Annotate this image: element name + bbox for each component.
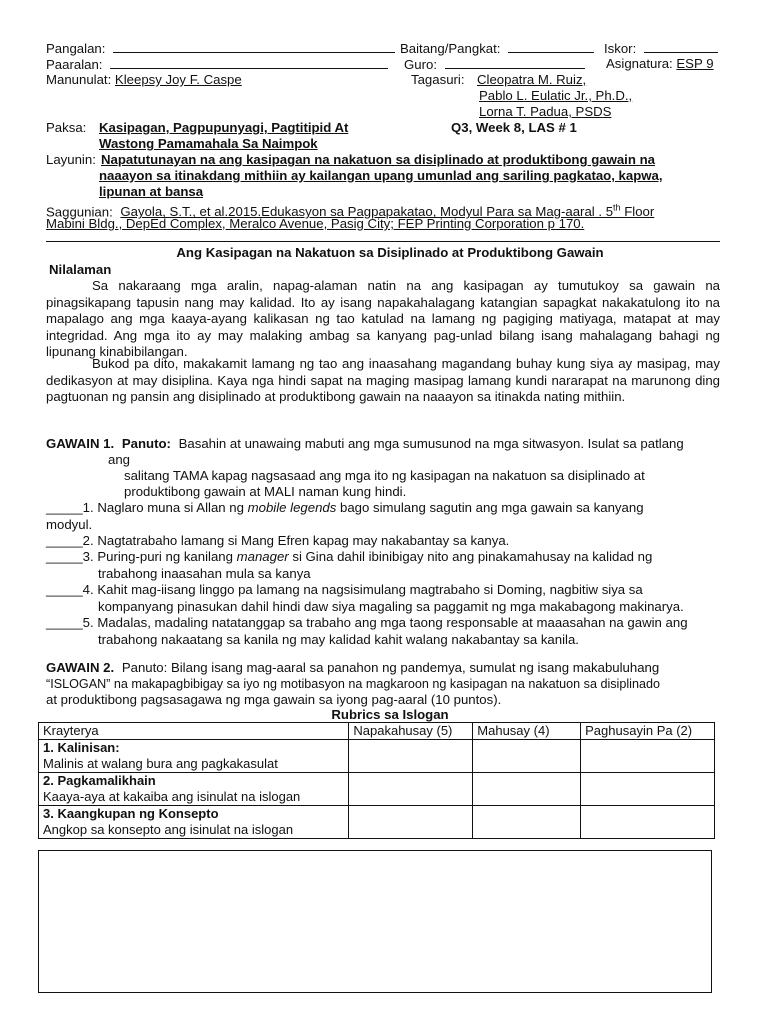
paragraph-2-text: Bukod pa dito, makakamit lamang ng tao ang inaasahang magandang buhay kung siya ay masipag, may dedikasyon at may disiplina. Kaya nga hindi sapat na maging masipag lamang kundi nararapat na marunong ding pagtuonan ng pansin ang disiplinado at produktibong gawain na naaayon sa itinakda nating mithiin. xyxy=(46,356,720,405)
table-header-row xyxy=(39,723,715,740)
criteria-cell xyxy=(39,806,349,839)
gawain2-instr-2: “ISLOGAN” na makapagbibigay sa iyo ng motibasyon na magkaroon ng kasipagan na nakatuon sa disiplinado xyxy=(46,677,660,691)
score-cell[interactable] xyxy=(581,740,715,773)
guro-blank[interactable] xyxy=(445,56,585,69)
gawain1-item-1 xyxy=(46,500,720,533)
tagasuri-name-3: Lorna T. Padua, PSDS xyxy=(479,104,612,119)
guro-label: Guro: xyxy=(404,57,437,72)
week-label: Q3, Week 8, LAS # 1 xyxy=(451,120,577,135)
gawain1-item-3 xyxy=(46,549,720,582)
sanggunian-sup: th xyxy=(613,203,621,213)
gawain1-instr-3: salitang TAMA kapag nagsasaad ang mga ito ng kasipagan na nakatuon sa disiplinado at xyxy=(124,468,645,483)
paaralan-row xyxy=(46,56,388,73)
criteria-desc: Angkop sa konsepto ang isinulat na islogan xyxy=(43,822,294,837)
baitang-row xyxy=(400,40,594,57)
item-number: 4. xyxy=(82,582,94,597)
pangalan-label: Pangalan: xyxy=(46,41,106,56)
header-cell: Napakahusay (5) xyxy=(349,723,473,740)
item-continuation: trabahong nakaatang sa kanila ng may kalidad kahit walang nakabantay sa kanila. xyxy=(98,631,579,647)
manunulat-value: Kleepsy Joy F. Caspe xyxy=(114,72,242,87)
iskor-row xyxy=(604,40,718,57)
item-continuation: kompanyang pinasukan dahil hindi daw siya magaling sa paggamit ng mga makabagong makinarya. xyxy=(98,598,684,614)
paksa-line-1: Kasipagan, Pagpupunyagi, Pagtitipid At xyxy=(99,120,349,135)
item-text-end: bago simulang sagutin ang mga gawain sa kanyang xyxy=(336,500,644,515)
pangalan-blank[interactable] xyxy=(113,40,395,53)
rubrics-table xyxy=(38,722,715,839)
criteria-title: 2. Pagkamalikhain xyxy=(43,773,156,788)
answer-blank[interactable]: _____ xyxy=(46,533,83,548)
gawain1-item-2 xyxy=(46,533,720,550)
criteria-desc: Kaaya-aya at kakaiba ang isinulat na islogan xyxy=(43,789,301,804)
criteria-title: 1. Kalinisan: xyxy=(43,740,120,755)
paksa-line-2: Wastong Pamamahala Sa Naimpok xyxy=(99,136,318,151)
manunulat-label: Manunulat: xyxy=(46,72,112,87)
item-emphasis: mobile legends xyxy=(247,500,337,515)
gawain1-item-5 xyxy=(46,615,720,648)
header-cell: Mahusay (4) xyxy=(473,723,581,740)
paaralan-blank[interactable] xyxy=(110,56,388,69)
gawain1-instr-row xyxy=(46,436,684,452)
baitang-label: Baitang/Pangkat: xyxy=(400,41,501,56)
paragraph-2 xyxy=(46,356,720,406)
item-number: 5. xyxy=(82,615,94,630)
sanggunian-label: Saggunian: xyxy=(46,204,113,220)
gawain2-instr-row xyxy=(46,660,720,676)
item-continuation: modyul. xyxy=(46,516,93,532)
layunin-line-2: naaayon sa itinakdang mithiin ay kailangan upang umunlad ang sariling pagkatao, kapwa, xyxy=(99,168,663,183)
sanggunian-text: Gayola, S.T., et al.2015.Edukasyon sa Pagpapakatao, Modyul Para sa Mag-aaral . 5 xyxy=(120,204,614,220)
guro-row xyxy=(404,56,585,73)
criteria-title: 3. Kaangkupan ng Konsepto xyxy=(43,806,219,821)
score-cell[interactable] xyxy=(581,806,715,839)
item-number: 1. xyxy=(82,500,94,515)
score-cell[interactable] xyxy=(581,773,715,806)
header-cell: Paghusayin Pa (2) xyxy=(581,723,715,740)
asignatura-value: ESP 9 xyxy=(676,56,714,71)
sanggunian-end: Floor xyxy=(620,204,655,220)
header-cell: Krayterya xyxy=(39,723,349,740)
answer-blank[interactable]: _____ xyxy=(46,615,83,630)
content-title: Ang Kasipagan na Nakatuon sa Disiplinado at Produktibong Gawain xyxy=(176,245,604,260)
paksa-label: Paksa: xyxy=(46,120,87,135)
gawain1-instr-4: produktibong gawain at MALI naman kung hindi. xyxy=(124,484,407,499)
answer-blank[interactable]: _____ xyxy=(46,500,83,515)
paragraph-1 xyxy=(46,278,720,361)
criteria-cell xyxy=(39,773,349,806)
item-text: Madalas, madaling natatanggap sa trabaho ang mga taong responsable at maaasahan na gawin ang xyxy=(97,615,688,630)
layunin-line-3: lipunan at bansa xyxy=(99,184,204,199)
gawain2-label: GAWAIN 2. xyxy=(46,660,115,675)
nilalaman-label: Nilalaman xyxy=(49,262,112,277)
item-text-end: si Gina dahil ibinibigay nito ang pinakamahusay na kalidad ng xyxy=(288,549,653,564)
gawain1-instr-1: Basahin at unawaing mabuti ang mga sumusunod na mga sitwasyon. Isulat sa patlang xyxy=(178,436,684,451)
item-text: Puring-puri ng kanilang xyxy=(97,549,237,564)
asignatura-row xyxy=(606,56,714,72)
table-row xyxy=(39,773,715,806)
layunin-line-1: Napatutunayan na ang kasipagan na nakatuon sa disiplinado at produktibong gawain na xyxy=(101,152,655,167)
divider xyxy=(46,241,720,242)
criteria-cell xyxy=(39,740,349,773)
score-cell[interactable] xyxy=(349,806,473,839)
item-continuation: trabahong inaasahan mula sa kanya xyxy=(98,565,311,581)
paragraph-1-text: Sa nakaraang mga aralin, napag-alaman natin na ang kasipagan ay tumutukoy sa gawain na pinagsikapang tapusin nang may kalidad. Ito ay isang napakahalagang katangian sapagkat nakakatulong ito na mapalago ang mga kaaya-ayang kalikasan ng tao katulad na lamang ng pagiging matiyaga, matapat at may integridad. Ang mga ito ay may malaking ambag sa kanyang pag-unlad bilang isang mahalagang bahagi ng lipunang kinabibilangan. xyxy=(46,278,720,360)
score-cell[interactable] xyxy=(473,806,581,839)
table-row xyxy=(39,740,715,773)
score-cell[interactable] xyxy=(473,740,581,773)
rubrics-title: Rubrics sa Islogan xyxy=(331,707,449,722)
asignatura-label: Asignatura: xyxy=(606,56,673,71)
item-text: Nagtatrabaho lamang si Mang Efren kapag may nakabantay sa kanya. xyxy=(97,533,510,548)
iskor-blank[interactable] xyxy=(644,40,718,53)
gawain1-instr-2: ang xyxy=(108,452,131,467)
item-number: 2. xyxy=(82,533,94,548)
islogan-answer-box[interactable] xyxy=(38,850,712,993)
pangalan-row xyxy=(46,40,395,57)
sanggunian-line-2: Mabini Bldg., DepEd Complex, Meralco Avenue, Pasig City; FEP Printing Corporation p 170. xyxy=(46,216,585,231)
paaralan-label: Paaralan: xyxy=(46,57,103,72)
item-emphasis: manager xyxy=(236,549,289,564)
iskor-label: Iskor: xyxy=(604,41,637,56)
panuto-label: Panuto: xyxy=(121,436,171,451)
score-cell[interactable] xyxy=(349,773,473,806)
item-text: Kahit mag-iisang linggo pa lamang na nagsisimulang magtrabaho si Doming, nagbitiw siya sa xyxy=(97,582,643,597)
gawain1-label: GAWAIN 1. xyxy=(46,436,115,451)
gawain2-instr-1: Panuto: Bilang isang mag-aaral sa panahon ng pandemya, sumulat ng isang makabuluhang xyxy=(121,660,660,675)
score-cell[interactable] xyxy=(349,740,473,773)
criteria-desc: Malinis at walang bura ang pagkakasulat xyxy=(43,756,278,771)
table-row xyxy=(39,806,715,839)
manunulat-row xyxy=(46,72,242,88)
answer-blank[interactable]: _____ xyxy=(46,549,83,564)
score-cell[interactable] xyxy=(473,773,581,806)
gawain2-instr-3: at produktibong pagsasagawa ng mga gawain sa iyong pag-aaral (10 puntos). xyxy=(46,692,502,707)
answer-blank[interactable]: _____ xyxy=(46,582,83,597)
gawain1-item-4 xyxy=(46,582,720,615)
tagasuri-name-1: Cleopatra M. Ruiz, xyxy=(477,72,587,87)
tagasuri-name-2: Pablo L. Eulatic Jr., Ph.D., xyxy=(479,88,633,103)
baitang-blank[interactable] xyxy=(508,40,594,53)
item-number: 3. xyxy=(82,549,94,564)
item-text: Naglaro muna si Allan ng xyxy=(97,500,248,515)
layunin-label: Layunin: xyxy=(46,152,96,167)
tagasuri-label: Tagasuri: xyxy=(411,72,465,87)
